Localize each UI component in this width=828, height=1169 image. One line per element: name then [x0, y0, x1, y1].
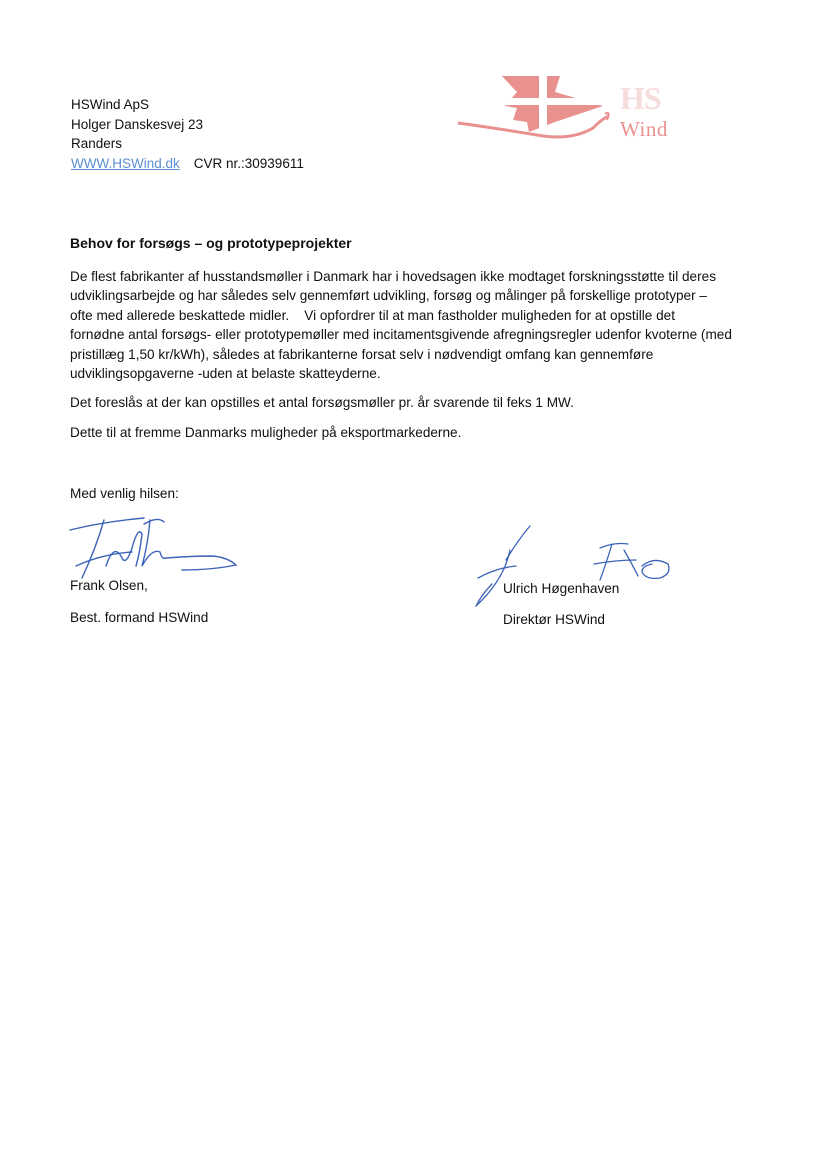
website-link[interactable]: WWW.HSWind.dk [71, 155, 180, 171]
signatory-1-title: Best. formand HSWind [70, 610, 209, 625]
company-name: HSWind ApS [71, 97, 150, 112]
paragraph-2: Det foreslås at der kan opstilles et antal forsøgsmøller pr. år svarende til feks 1 MW. [70, 395, 574, 411]
paragraph-1 [70, 267, 760, 383]
paragraph-1-line: pristillæg 1,50 kr/kWh), således at fabrikanterne forsat selv i nødvendigt omfang kan gennemføre [70, 346, 654, 362]
paragraph-1-line: udviklingsarbejde og har således selv gennemført udvikling, forsøg og målinger på forskellige prototyper – [70, 288, 707, 304]
street-address: Holger Danskesvej 23 [71, 116, 204, 132]
signatory-2-name: Ulrich Høgenhaven [503, 581, 620, 596]
signatory-1-name: Frank Olsen, [70, 578, 148, 593]
paragraph-1-line: ofte med allerede beskattede midler. Vi opfordrer til at man fastholder muligheden for at opstille det [70, 307, 676, 323]
signatory-2-title: Direktør HSWind [503, 612, 605, 627]
signature-ulrich-hogenhaven [466, 520, 676, 615]
sender-address [71, 95, 304, 173]
letter-heading: Behov for forsøgs – og prototypeprojekter [70, 235, 352, 251]
logo-wind-text: Wind [620, 117, 668, 141]
logo-hs-text: HS [620, 80, 661, 116]
city: Randers [71, 136, 123, 151]
paragraph-1-line: udviklingsopgaverne -uden at belaste skatteyderne. [70, 366, 381, 382]
letter-body [70, 267, 760, 452]
closing-salutation: Med venlig hilsen: [70, 486, 179, 501]
paragraph-1-line: fornødne antal forsøgs- eller prototypemøller med incitamentsgivende afregningsregler udenfor kvoterne (med [70, 327, 732, 343]
paragraph-3: Dette til at fremme Danmarks muligheder på eksportmarkederne. [70, 424, 462, 440]
paragraph-1-line: De flest fabrikanter af husstandsmøller i Danmark har i hovedsagen ikke modtaget forskningsstøtte til deres [70, 269, 716, 284]
cvr-number: CVR nr.:30939611 [193, 155, 304, 171]
